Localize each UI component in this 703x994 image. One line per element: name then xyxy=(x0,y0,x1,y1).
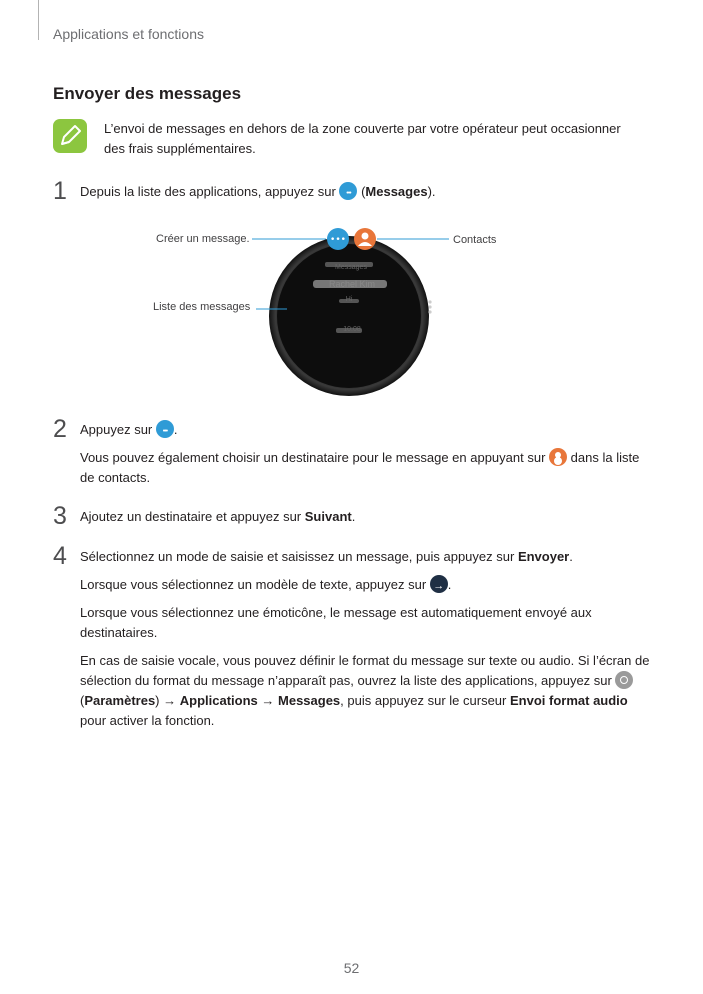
page-number: 52 xyxy=(343,960,360,976)
message-time: 10:08 xyxy=(343,326,361,333)
paren: ( xyxy=(361,184,366,199)
step-text: En cas de saisie vocale, vous pouvez définir le format du message sur texte ou audio. Si l’écran de sélection du format du message n’apparaît pas, ouvrez la liste des applications, appuyez sur xyxy=(80,653,650,688)
note-pencil-icon xyxy=(53,119,87,153)
bold-term: Messages xyxy=(365,184,428,199)
step-text: Ajoutez un destinataire et appuyez sur xyxy=(80,509,302,524)
step-text: , puis appuyez sur le curseur xyxy=(340,693,507,708)
bold-term: Messages xyxy=(278,693,341,708)
bold-term: Paramètres xyxy=(84,693,156,708)
svg-text:•••: ••• xyxy=(330,235,346,245)
messages-icon xyxy=(339,182,357,200)
step-text-end: ). xyxy=(427,184,436,199)
step-text-end: . xyxy=(351,509,356,524)
step-text-end: . xyxy=(569,549,573,564)
settings-gear-icon xyxy=(615,671,633,689)
step-text: Lorsque vous sélectionnez un modèle de texte, appuyez sur xyxy=(80,577,427,592)
section-title: Envoyer des messages xyxy=(53,84,242,103)
bold-term: Envoi format audio xyxy=(510,693,628,708)
label-message-list: Liste des messages xyxy=(153,301,251,313)
contact-detail: Hi xyxy=(345,296,353,303)
step-text: Depuis la liste des applications, appuyez sur xyxy=(80,184,336,199)
label-create-message: Créer un message. xyxy=(156,233,250,245)
step-number: 3 xyxy=(53,502,67,530)
screen-title: Messages xyxy=(335,264,367,271)
step-1 xyxy=(80,182,655,202)
note-text: L’envoi de messages en dehors de la zone couverte par votre opérateur peut occasionner des frais supplémentaires. xyxy=(104,121,621,156)
step-2 xyxy=(80,420,655,496)
running-header: Applications et fonctions xyxy=(53,26,204,42)
step-text-end: pour activer la fonction. xyxy=(80,713,215,728)
arrow-text: → xyxy=(261,693,275,708)
header-rule xyxy=(38,0,39,40)
step-text: Appuyez sur xyxy=(80,422,153,437)
contact-name: Rachel Kim xyxy=(328,279,375,289)
step-number: 1 xyxy=(53,177,67,205)
send-icon xyxy=(430,575,448,593)
contacts-icon xyxy=(549,448,567,466)
step-paragraph: Lorsque vous sélectionnez une émoticône, le message est automatiquement envoyé aux destinataires. xyxy=(80,605,592,640)
step-number: 4 xyxy=(53,542,67,570)
bold-term: Envoyer xyxy=(517,549,570,564)
arrow-text: ) → xyxy=(155,693,177,708)
step-text-end: . xyxy=(447,577,452,592)
label-contacts: Contacts xyxy=(453,234,497,246)
step-subtext: Vous pouvez également choisir un destinataire pour le message en appuyant sur xyxy=(80,450,546,465)
step-3 xyxy=(80,507,655,527)
messages-icon xyxy=(156,420,174,438)
bold-term: Applications xyxy=(179,693,258,708)
bold-term: Suivant xyxy=(304,509,352,524)
step-4 xyxy=(80,547,655,739)
step-text-end: . xyxy=(173,422,178,437)
step-text: Sélectionnez un mode de saisie et saisissez un message, puis appuyez sur xyxy=(80,549,515,564)
step-subtext-end: dans la liste de contacts. xyxy=(80,450,640,485)
paren: ( xyxy=(80,693,85,708)
step-number: 2 xyxy=(53,415,67,443)
